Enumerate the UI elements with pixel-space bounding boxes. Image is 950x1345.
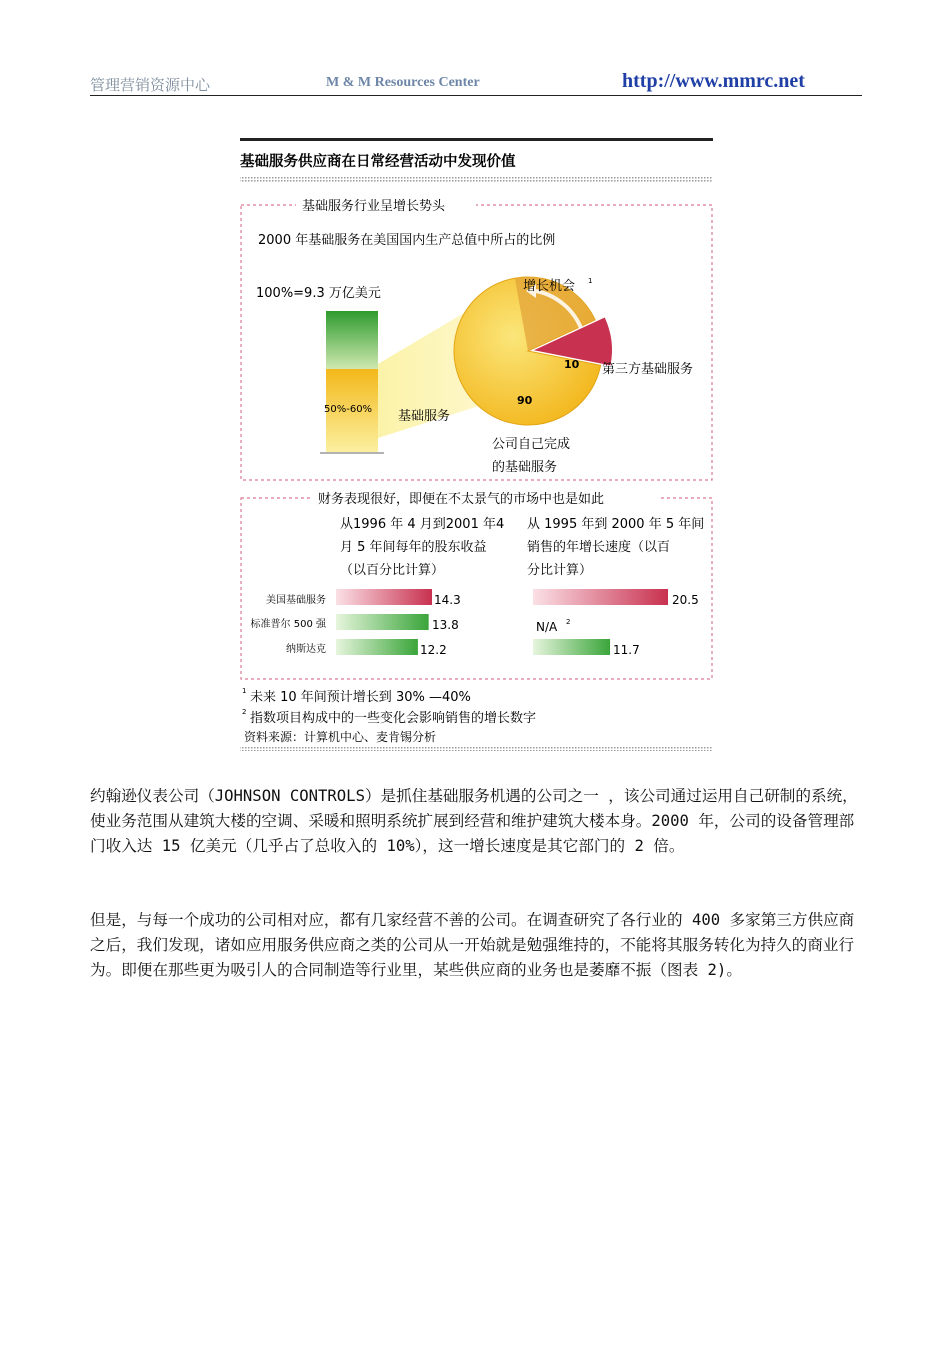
footnote1-sup: 1 xyxy=(242,687,247,695)
header-url-link[interactable]: http://www.mmrc.net xyxy=(622,70,805,92)
body-paragraph-1: 约翰逊仪表公司（JOHNSON CONTROLS）是抓住基础服务机遇的公司之一 ，该公司通过运用自己研制的系统，使业务范围从建筑大楼的空调、采暖和照明系统扩展到经营和维护建筑大楼本身。2000 年，公司的设备管理部门收入达 15 亿美元（几乎占了总收入的 10%），这一增长速度是其它部门的 2 倍。 xyxy=(90,787,858,855)
right-col-title-line3: 分比计算） xyxy=(527,563,593,578)
pie-label-self-line1: 公司自己完成 xyxy=(492,437,571,452)
pie-label-growth-sup: 1 xyxy=(588,277,593,285)
bar-range-label: 50%-60% xyxy=(324,404,373,415)
pie-chart xyxy=(454,277,612,425)
left-value-us-basic: 14.3 xyxy=(434,593,461,607)
right-value-nasdaq: 11.7 xyxy=(613,643,640,657)
left-col-title-line1: 从1996 年 4 月到2001 年4 xyxy=(340,517,505,532)
row-label-sp500: 标准普尔 500 强 xyxy=(250,619,326,630)
left-value-nasdaq: 12.2 xyxy=(420,643,447,657)
left-col-title-line2: 月 5 年间每年的股东收益 xyxy=(340,540,487,555)
row-label-us-basic: 美国基础服务 xyxy=(266,595,326,606)
section1-heading: 基础服务行业呈增长势头 xyxy=(302,199,446,214)
right-col-title-line1: 从 1995 年到 2000 年 5 年间 xyxy=(527,517,705,532)
right-col-title-line2: 销售的年增长速度（以百 xyxy=(527,540,671,555)
footnote2-sup: 2 xyxy=(242,708,247,716)
exhibit-figure xyxy=(236,138,714,752)
section2-heading: 财务表现很好，即便在不太景气的市场中也是如此 xyxy=(318,492,605,507)
footnote1: 未来 10 年间预计增长到 30% —40% xyxy=(250,690,471,705)
right-bar-us-basic xyxy=(533,589,668,605)
left-bar-nasdaq xyxy=(336,639,418,655)
stacked-bar-other xyxy=(326,311,378,369)
left-bar-sp500 xyxy=(336,614,429,630)
pie-value-self: 90 xyxy=(517,394,533,407)
figure-title: 基础服务供应商在日常经营活动中发现价值 xyxy=(240,154,516,170)
right-value-sp500-sup: 2 xyxy=(566,618,571,626)
row-label-nasdaq: 纳斯达克 xyxy=(286,644,326,655)
header-rule xyxy=(90,95,862,96)
left-col-title-line3: （以百分比计算） xyxy=(340,563,445,578)
bar-basic-label: 基础服务 xyxy=(398,409,451,424)
figure-top-rule xyxy=(240,138,713,141)
right-value-us-basic: 20.5 xyxy=(672,593,699,607)
pie-value-third: 10 xyxy=(564,358,580,371)
body-paragraph-2: 但是，与每一个成功的公司相对应，都有几家经营不善的公司。在调查研究了各行业的 400 多家第三方供应商之后，我们发现，诸如应用服务供应商之类的公司从一开始就是勉强维持的，不能将其服务转化为持久的商业行为。即便在那些更为吸引人的合同制造等行业里，某些供应商的业务也是萎靡不振（图表 2)。 xyxy=(90,911,855,979)
figure-title-hatch xyxy=(240,177,713,182)
section1-subtitle: 2000 年基础服务在美国国内生产总值中所占的比例 xyxy=(258,233,556,248)
right-value-sp500: N/A xyxy=(536,620,558,634)
left-value-sp500: 13.8 xyxy=(432,618,459,632)
figure-bottom-hatch xyxy=(240,747,713,751)
figure-source: 资料来源：计算机中心、麦肯锡分析 xyxy=(244,730,437,744)
shareholder-return-bars xyxy=(336,589,432,655)
footnote2: 指数项目构成中的一些变化会影响销售的增长数字 xyxy=(250,711,537,726)
pie-label-third: 第三方基础服务 xyxy=(602,362,694,377)
header-site-name: 管理营销资源中心 xyxy=(90,76,211,94)
bar-total-label: 100%=9.3 万亿美元 xyxy=(256,286,381,301)
header-center-title: M & M Resources Center xyxy=(326,75,480,90)
pie-label-growth: 增长机会 xyxy=(523,279,576,294)
pie-label-self-line2: 的基础服务 xyxy=(492,460,558,475)
left-bar-us-basic xyxy=(336,589,432,605)
right-bar-nasdaq xyxy=(533,639,610,655)
